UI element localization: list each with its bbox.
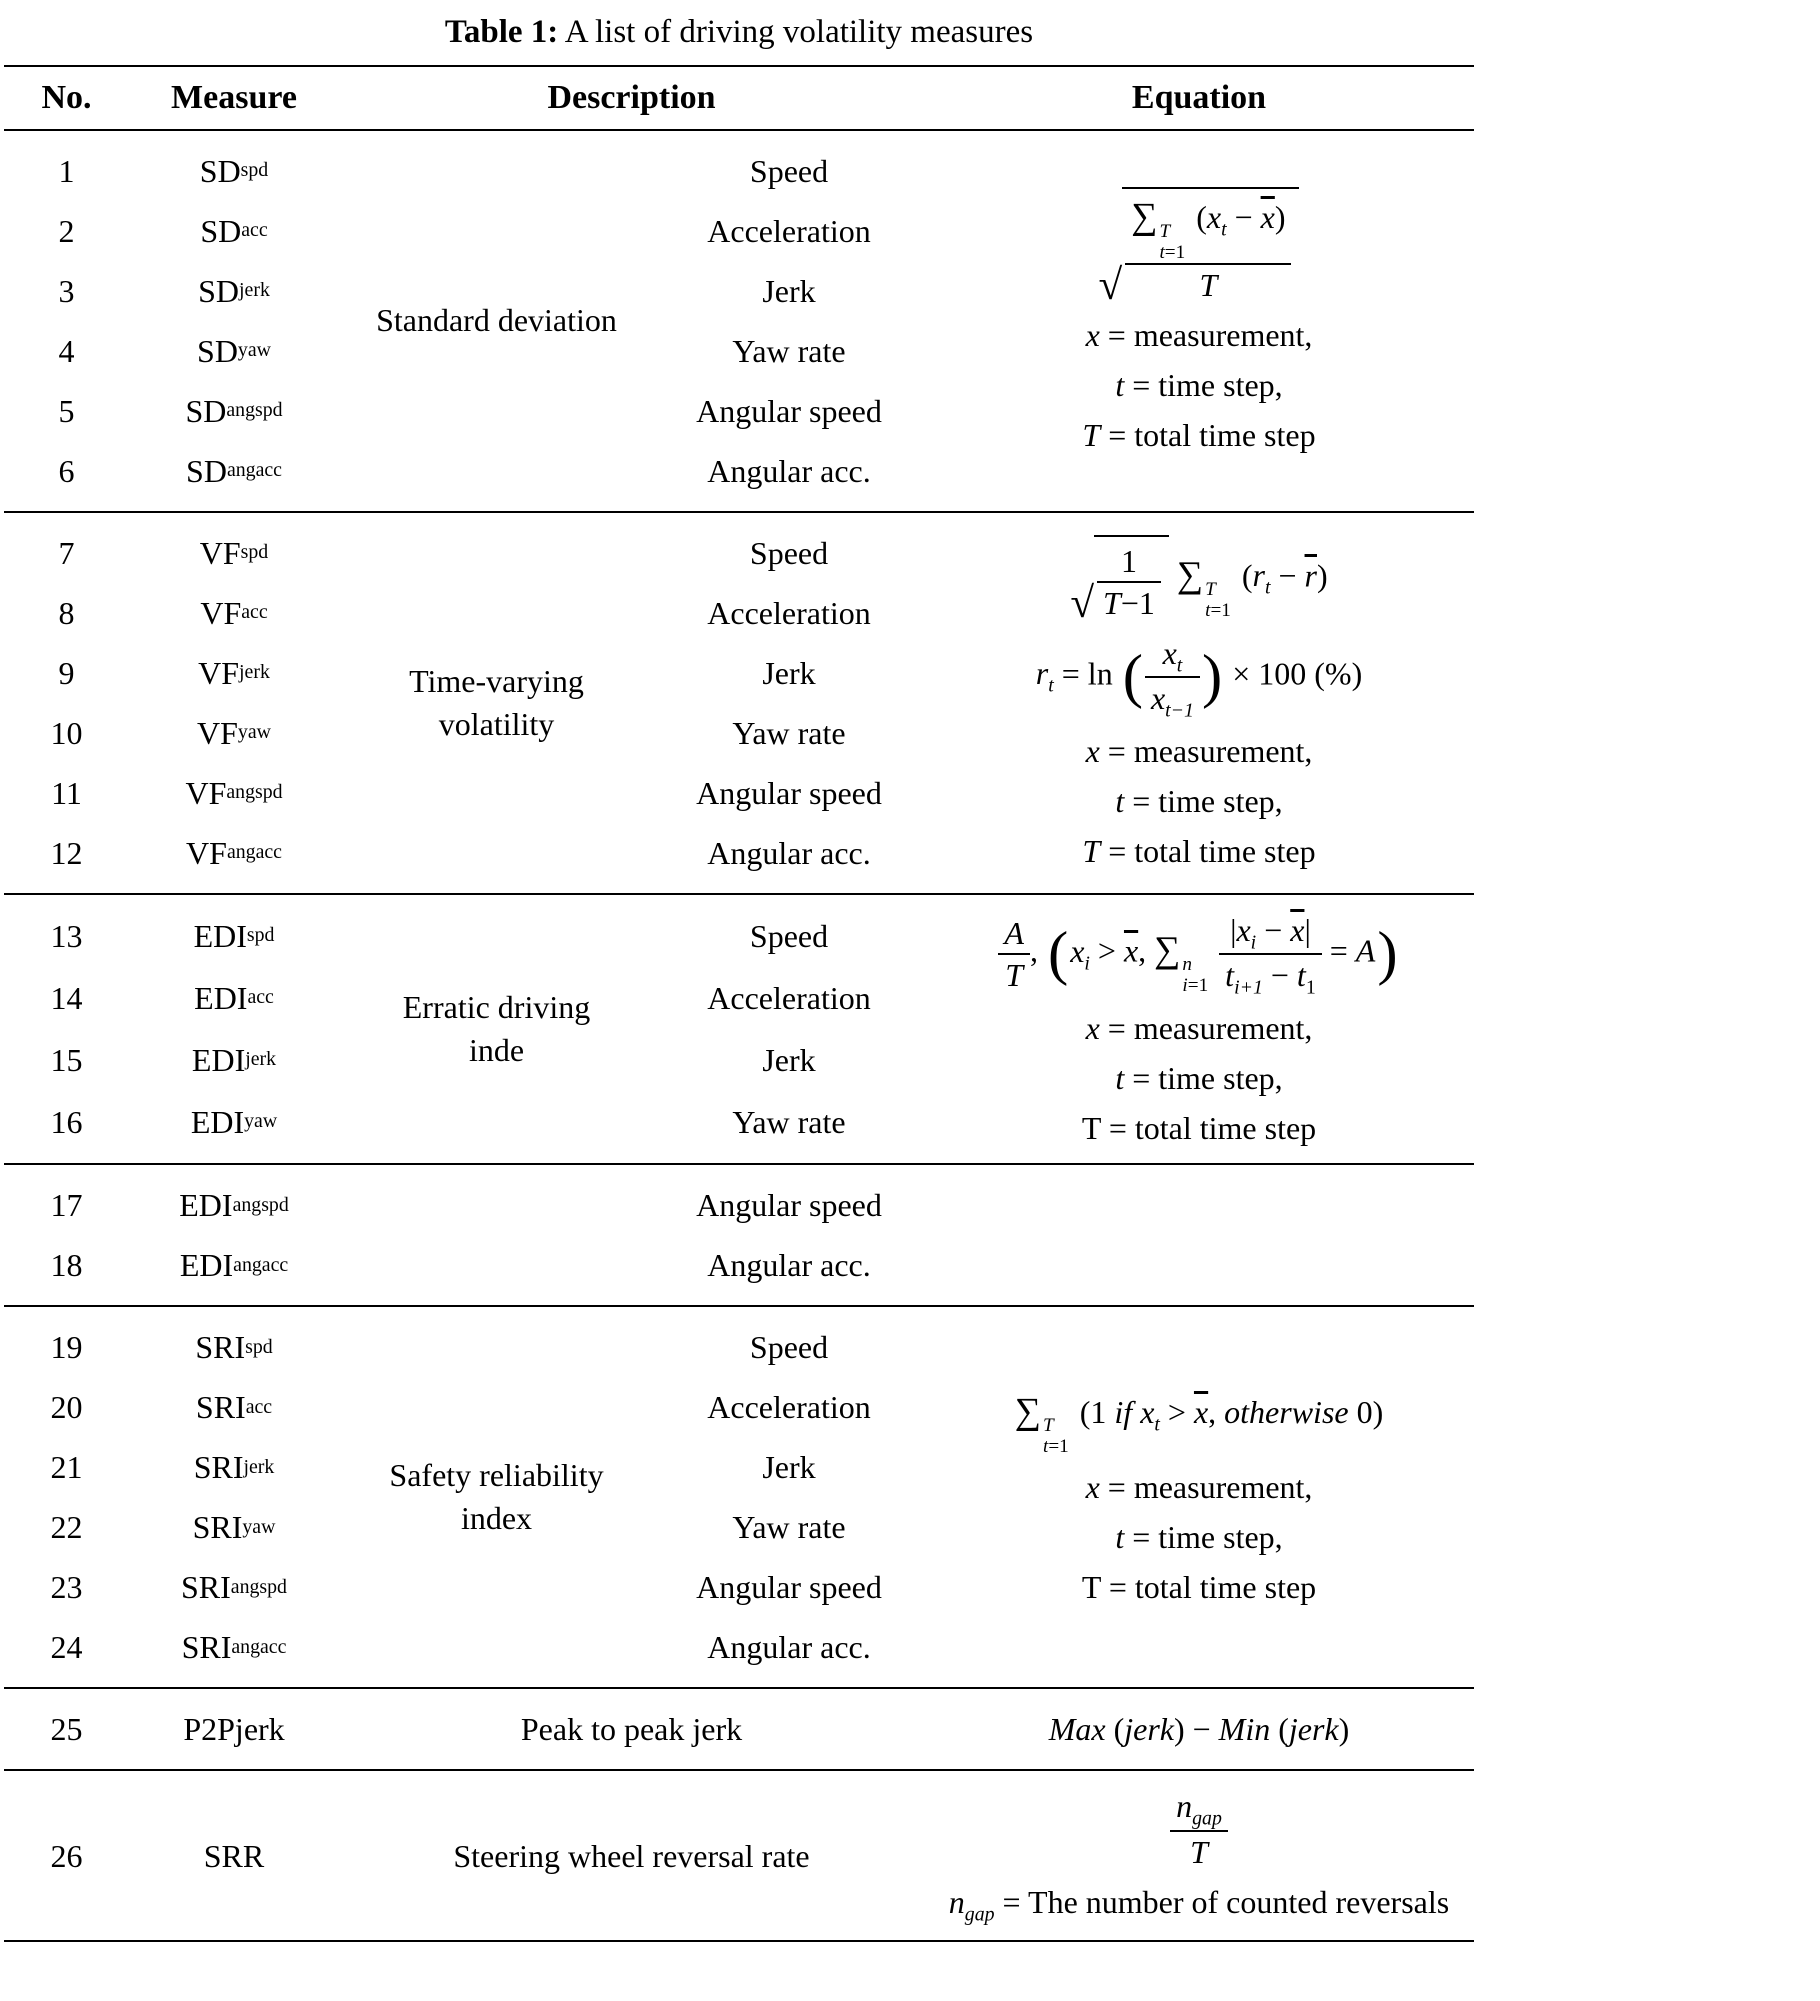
measure-name: SD jerk [198, 273, 270, 309]
measure-name: SD angacc [186, 453, 282, 489]
measure-name: SRR [203, 1837, 265, 1874]
measure-name: P2Pjerk [183, 1711, 285, 1748]
measure-name: VF angspd [185, 775, 283, 811]
measure-description: Angular acc. [707, 1247, 871, 1284]
measure-description: Speed [749, 535, 829, 571]
measure-name: SRI acc [195, 1389, 273, 1426]
row-number: 19 [50, 1329, 83, 1366]
equation-block [924, 1781, 1474, 1929]
section-safety-reliability-index [4, 1305, 1474, 1687]
section-steering-wheel-reversal-rate [4, 1769, 1474, 1939]
equation-line: t = time step, [1115, 1519, 1283, 1556]
measure-description: Yaw rate [732, 1509, 846, 1546]
equation-block [924, 523, 1474, 883]
equation-line: t = time step, [1115, 366, 1283, 403]
col-header-equation: Equation [1131, 79, 1267, 116]
section-time-varying-volatility [4, 511, 1474, 893]
row-number: 4 [58, 333, 75, 369]
equation-block [924, 1317, 1474, 1677]
equation-line: T = total time step [1082, 833, 1316, 870]
row-number: 25 [50, 1711, 83, 1748]
measure-name: EDI angacc [179, 1247, 289, 1284]
measure-name: SRI angacc [181, 1629, 287, 1666]
row-number: 24 [50, 1629, 83, 1666]
equation-line: x = measurement, [1085, 1469, 1313, 1506]
measure-name: SD yaw [197, 333, 271, 369]
measure-name: EDI jerk [191, 1042, 277, 1079]
measure-name: VF spd [199, 535, 269, 571]
table-caption [4, 6, 1474, 65]
equation-line: $n_{gap}$ = The number of counted reversals [948, 1883, 1450, 1926]
measure-description: Angular acc. [707, 453, 871, 489]
col-header-measure: Measure [171, 79, 297, 116]
section-erratic-driving-index-angular [4, 1163, 1474, 1305]
row-number: 20 [50, 1389, 83, 1426]
row-number: 11 [51, 775, 82, 811]
measure-name: VF jerk [198, 655, 270, 691]
row-number: 8 [58, 595, 75, 631]
col-header-description: Description [547, 79, 716, 116]
equation-line: t = time step, [1115, 1060, 1283, 1097]
volatility-measures-table [4, 65, 1474, 1942]
equation-line: $\frac{n_{gap}}{T}$ [1170, 1786, 1228, 1871]
equation-block [924, 141, 1474, 501]
paper-table-page [4, 6, 1820, 1942]
row-number: 17 [50, 1187, 83, 1224]
measure-description: Jerk [762, 1042, 816, 1079]
measure-description: Steering wheel reversal rate [453, 1837, 810, 1874]
measure-description: Peak to peak jerk [520, 1711, 743, 1748]
equation-block [924, 1699, 1474, 1759]
equation-line: T = total time step [1082, 416, 1316, 453]
measure-description: Angular acc. [707, 835, 871, 871]
measure-description: Angular speed [696, 393, 882, 429]
col-header-no: No. [41, 79, 92, 116]
measure-description: Acceleration [707, 980, 871, 1017]
measure-description: Angular speed [696, 1569, 882, 1606]
equation-line: ∑ T t=1 (1 if $x_t > \overline{x}$, otherwise 0) [1014, 1389, 1384, 1458]
group-description: Safety reliability index [389, 1457, 604, 1537]
group-description: Standard deviation [376, 302, 617, 339]
row-number: 6 [58, 453, 75, 489]
row-number: 22 [50, 1509, 83, 1546]
table-header-row [4, 67, 1474, 131]
row-number: 13 [50, 918, 83, 955]
measure-name: SRI angspd [181, 1569, 287, 1606]
measure-description: Jerk [762, 655, 816, 691]
measure-description: Speed [749, 153, 829, 189]
measure-name: SD acc [200, 213, 268, 249]
table-caption-text: A list of driving volatility measures [558, 14, 1034, 50]
measure-name: VF acc [200, 595, 268, 631]
row-number: 10 [50, 715, 83, 751]
section-erratic-driving-index [4, 893, 1474, 1163]
row-number: 15 [50, 1042, 83, 1079]
measure-description: Speed [749, 918, 829, 955]
equation-line: x = measurement, [1085, 1010, 1313, 1047]
equation-block [924, 905, 1474, 1153]
equation-line: √ ∑ T t=1 $(x_t - \overline{x})$ T [1099, 187, 1300, 305]
section-standard-deviation [4, 131, 1474, 511]
measure-name: SRI yaw [192, 1509, 276, 1546]
row-number: 16 [50, 1104, 83, 1141]
measure-name: EDI spd [193, 918, 275, 955]
equation-line: $\frac{A}{T}$ , ($x_i > \overline{x}$, ∑ n i=1 $\frac{|x_i - \overline{x}|}{t_{i+1} - t_1}$ = A) [998, 910, 1399, 998]
section-peak-to-peak-jerk [4, 1687, 1474, 1769]
row-number: 7 [58, 535, 75, 571]
measure-description: Speed [749, 1329, 829, 1366]
measure-name: VF angacc [186, 835, 282, 871]
row-number: 1 [58, 153, 75, 189]
equation-line: T = total time step [1081, 1569, 1317, 1606]
equation-line: Max (jerk) − Min (jerk) [1048, 1711, 1350, 1748]
table-caption-label: Table 1: [444, 14, 559, 50]
row-number: 3 [58, 273, 75, 309]
measure-name: EDI acc [194, 980, 274, 1017]
row-number: 18 [50, 1247, 83, 1284]
equation-line: $r_t = \ln$ ( $\frac{x_t}{x_{t-1}}$ ) × 100 (%) [1035, 634, 1363, 722]
row-number: 9 [58, 655, 75, 691]
equation-line: T = total time step [1081, 1110, 1317, 1147]
measure-name: SD spd [199, 153, 269, 189]
equation-line: t = time step, [1115, 783, 1283, 820]
equation-line: x = measurement, [1085, 733, 1313, 770]
row-number: 26 [50, 1837, 83, 1874]
measure-description: Angular acc. [707, 1629, 871, 1666]
row-number: 12 [50, 835, 83, 871]
measure-description: Angular speed [696, 1187, 882, 1224]
group-description: Time-varying volatility [409, 662, 584, 742]
group-description: Erratic driving inde [402, 989, 591, 1069]
measure-description: Acceleration [707, 1389, 871, 1426]
measure-description: Acceleration [707, 213, 871, 249]
row-number: 2 [58, 213, 75, 249]
measure-name: SRI spd [195, 1329, 273, 1366]
row-number: 5 [58, 393, 75, 429]
measure-name: SRI jerk [193, 1449, 275, 1486]
measure-name: VF yaw [197, 715, 271, 751]
measure-description: Jerk [762, 1449, 816, 1486]
row-number: 23 [50, 1569, 83, 1606]
measure-name: SD angspd [185, 393, 283, 429]
measure-description: Yaw rate [732, 715, 846, 751]
measure-name: EDI yaw [190, 1104, 278, 1141]
measure-description: Yaw rate [732, 333, 846, 369]
measure-description: Acceleration [707, 595, 871, 631]
measure-name: EDI angspd [179, 1187, 289, 1224]
equation-line: x = measurement, [1085, 316, 1313, 353]
measure-description: Jerk [762, 273, 816, 309]
measure-description: Angular speed [696, 775, 882, 811]
measure-description: Yaw rate [732, 1104, 846, 1141]
row-number: 21 [50, 1449, 83, 1486]
table-body [4, 131, 1474, 1940]
row-number: 14 [50, 980, 83, 1017]
equation-line: √ $\frac{1}{T-1}$ ∑ T t=1 $(r_t - \overline{r})$ [1070, 535, 1327, 623]
